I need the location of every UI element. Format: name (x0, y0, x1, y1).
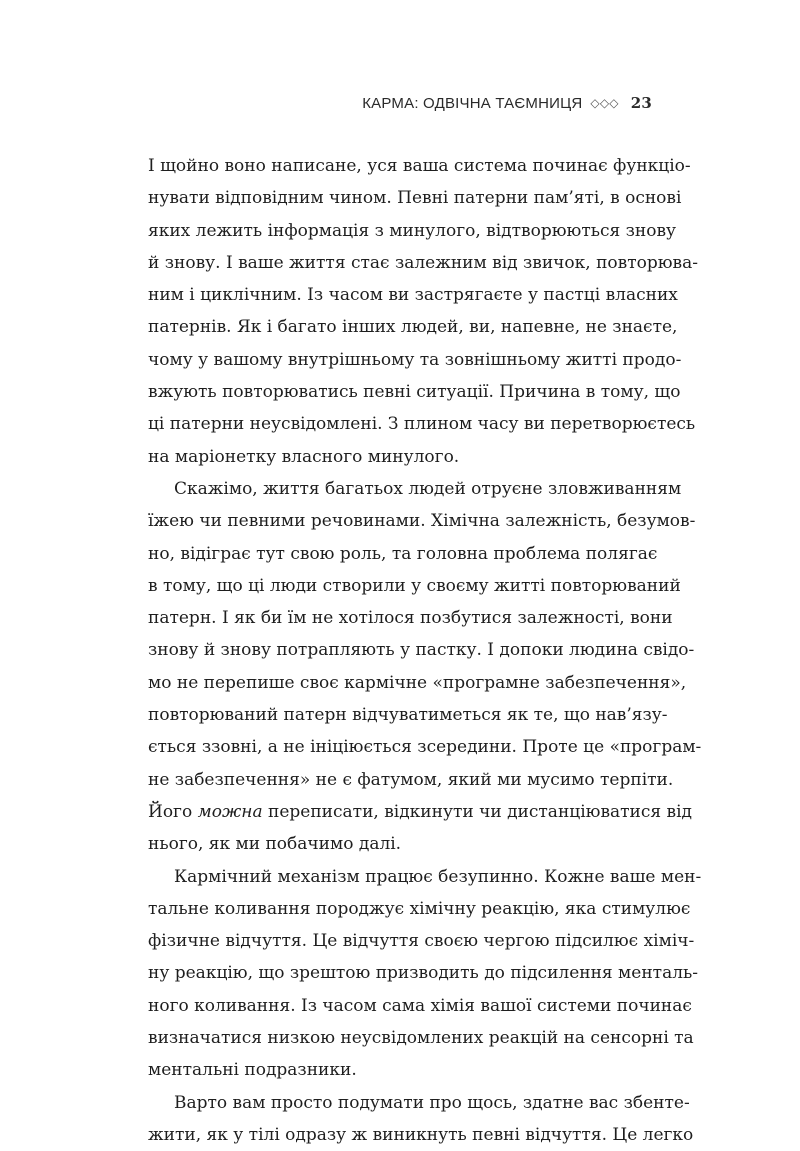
text-line: в тому, що ці люди створили у своєму житті повторюваний (148, 575, 681, 596)
text-line: І щойно воно написане, уся ваша система починає функціо- (148, 156, 691, 176)
body-text (148, 150, 702, 1151)
text-segment: Його (148, 801, 198, 822)
text-line: й знову. І ваше життя стає залежним від звичок, повторюва- (148, 252, 699, 273)
text-line: на маріонетку власного минулого. (148, 446, 460, 467)
running-header (362, 94, 652, 112)
page-number: 23 (630, 94, 652, 112)
text-line: чому у вашому внутрішньому та зовнішньому житті продо- (148, 349, 682, 370)
text-line: но, відіграє тут свою роль, та головна проблема полягає (148, 543, 658, 564)
text-line: яких лежить інформація з минулого, відтворюються знову (148, 220, 677, 241)
text-line: ного коливання. Із часом сама хімія вашої системи починає (148, 995, 692, 1016)
text-line: патернів. Як і багато інших людей, ви, напевне, не знаєте, (148, 317, 678, 338)
text-line: не забезпечення» не є фатумом, який ми мусимо терпіти. (148, 769, 674, 790)
diamond-ornament-icon: ◇◇◇ (590, 96, 619, 110)
text-line: ці патерни неусвідомлені. З плином часу ви перетворюєтесь (148, 414, 696, 435)
text-line: жити, як у тілі одразу ж виникнуть певні відчуття. Це легко (148, 1124, 694, 1145)
text-segment: переписати, відкинути чи дистанціюватися від (262, 801, 693, 822)
text-line: їжею чи певними речовинами. Хімічна залежність, безумов- (148, 511, 696, 532)
text-line: ну реакцію, що зрештою призводить до підсилення менталь- (148, 963, 699, 984)
text-line (148, 796, 693, 828)
text-line: нього, як ми побачимо далі. (148, 834, 402, 855)
running-title: КАРМА: ОДВІЧНА ТАЄМНИЦЯ (362, 94, 583, 112)
text-line: Кармічний механізм працює безупинно. Кожне ваше мен- (174, 866, 702, 887)
text-line: визначатися низкою неусвідомлених реакцій на сенсорні та (148, 1028, 694, 1049)
text-line: знову й знову потрапляють у пастку. І допоки людина свідо- (148, 640, 695, 661)
text-line: патерн. І як би їм не хотілося позбутися залежності, вони (148, 608, 673, 629)
text-line: ментальні подразники. (148, 1060, 357, 1081)
text-line: ним і циклічним. Із часом ви застрягаєте у пастці власних (148, 285, 678, 306)
text-line: мо не перепише своє кармічне «програмне забезпечення», (148, 672, 687, 693)
text-line: вжують повторюватись певні ситуації. Причина в тому, що (148, 382, 681, 403)
text-line: нувати відповідним чином. Певні патерни пам’яті, в основі (148, 188, 682, 209)
text-line: Варто вам просто подумати про щось, здатне вас збенте- (174, 1092, 690, 1113)
text-line: повторюваний патерн відчуватиметься як те, що нав’язу- (148, 705, 668, 726)
text-line: ється ззовні, а не ініціюється зсередини. Проте це «програм- (148, 737, 702, 758)
text-line: Скажімо, життя багатьох людей отруєне зловживанням (174, 478, 682, 499)
text-line: тальне коливання породжує хімічну реакцію, яка стимулює (148, 898, 691, 919)
emphasis: можна (197, 801, 263, 822)
text-line: фізичне відчуття. Це відчуття своєю чергою підсилює хіміч- (148, 931, 695, 952)
